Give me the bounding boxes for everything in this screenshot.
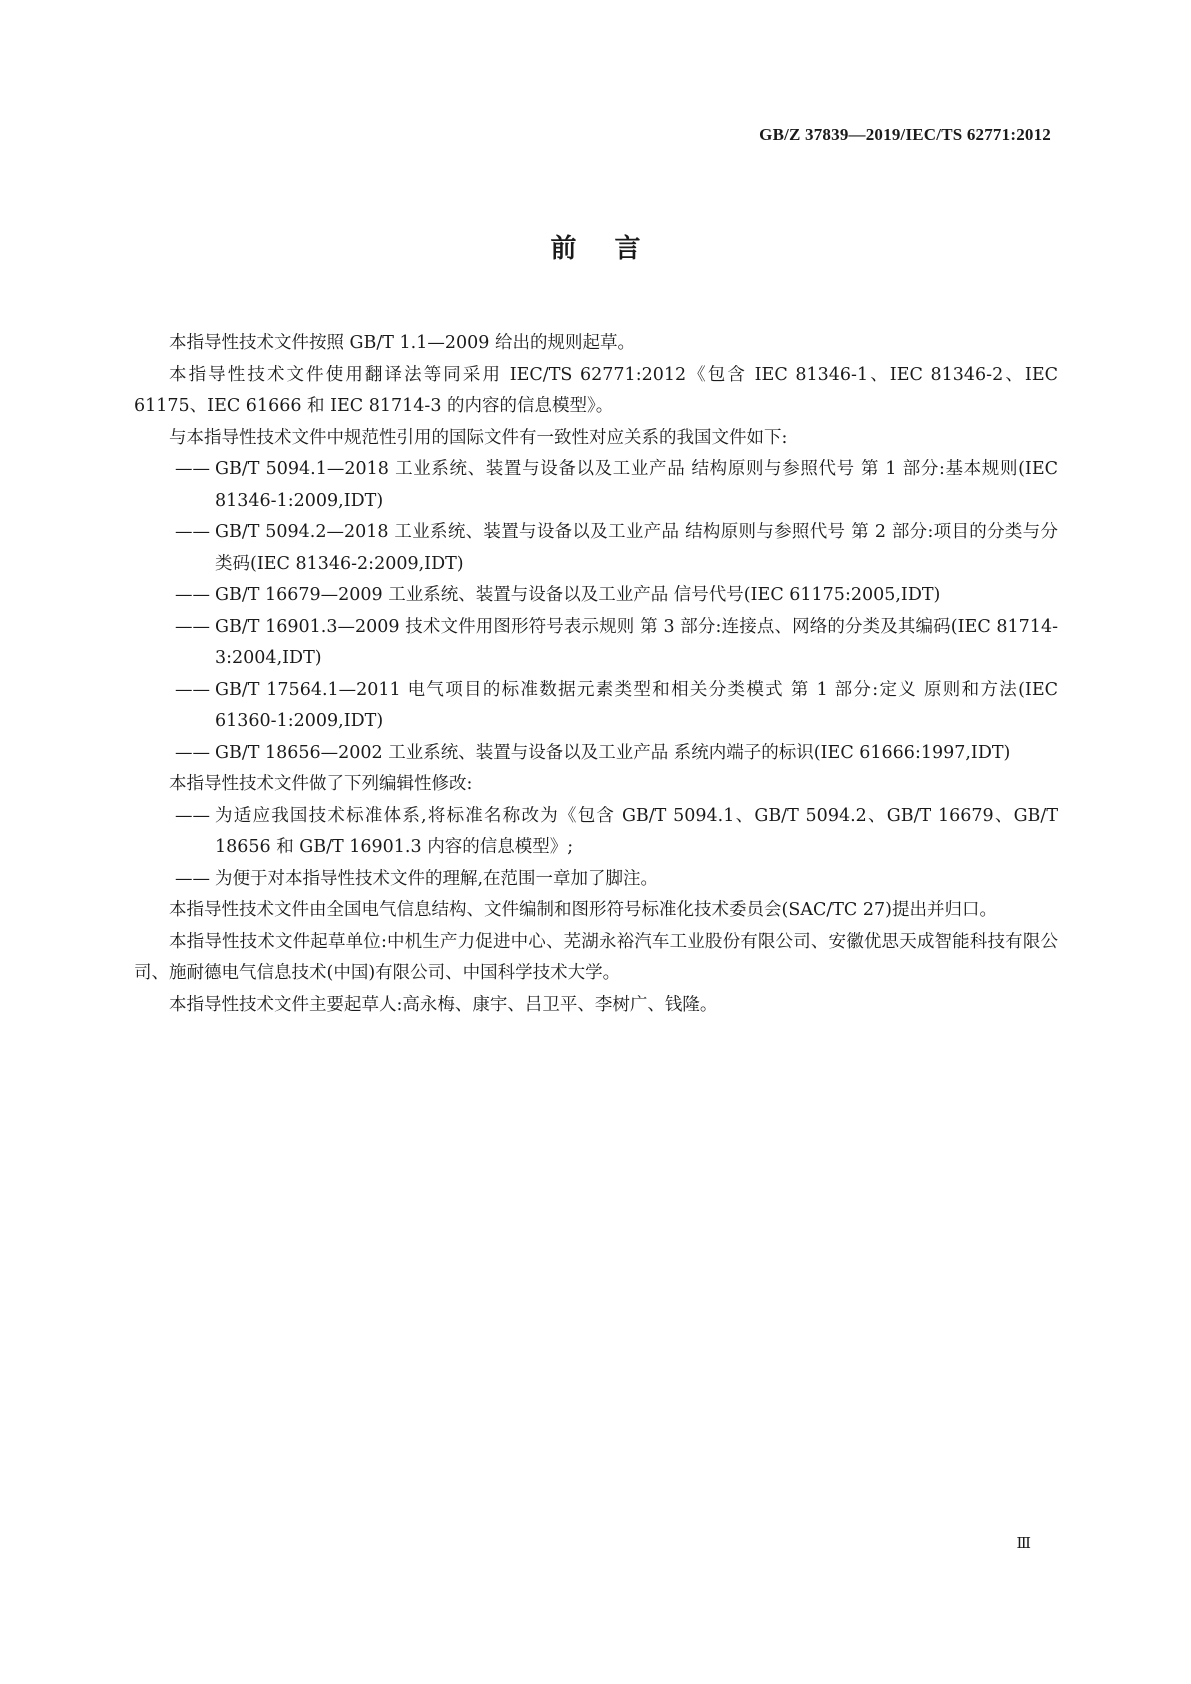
reference-item [134,612,1058,675]
document-body [134,328,1058,1021]
paragraph-adoption: 本指导性技术文件使用翻译法等同采用 IEC/TS 62771:2012《包含 IEC 81346-1、IEC 81346-2、IEC 61175、IEC 61666 和 IEC 81714-3 的内容的信息模型》。 [134,364,1058,416]
page-title: 前言 [550,234,679,264]
page-number: Ⅲ [1016,1536,1031,1552]
edit-text: 为适应我国技术标准体系,将标准名称改为《包含 GB/T 5094.1、GB/T 5094.2、GB/T 16679、GB/T 18656 和 GB/T 16901.3 内容的信息模型》; [215,805,1058,857]
reference-item [134,580,1058,612]
dash-mark: —— [175,742,210,763]
dash-mark: —— [175,522,210,542]
standard-code: GB/Z 37839—2019/IEC/TS 62771:2012 [759,125,1051,144]
reference-text: GB/T 17564.1—2011 电气项目的标准数据元素类型和相关分类模式 第 1 部分:定义 原则和方法(IEC 61360-1:2009,IDT) [215,679,1058,731]
dash-mark: —— [175,616,210,637]
edit-item [134,864,1058,896]
reference-text: GB/T 16679—2009 工业系统、装置与设备以及工业产品 信号代号(IEC 61175:2005,IDT) [215,585,941,605]
reference-item [134,738,1058,770]
dash-mark: —— [175,679,210,700]
reference-text: GB/T 16901.3—2009 技术文件用图形符号表示规则 第 3 部分:连接点、网络的分类及其编码(IEC 81714-3:2004,IDT) [215,616,1058,668]
reference-list [134,454,1058,769]
reference-text: GB/T 5094.1—2018 工业系统、装置与设备以及工业产品 结构原则与参照代号 第 1 部分:基本规则(IEC 81346-1:2009,IDT) [215,459,1058,511]
paragraph-edits-intro: 本指导性技术文件做了下列编辑性修改: [169,774,473,794]
reference-item [134,675,1058,738]
reference-item [134,517,1058,580]
paragraph-drafting-rules: 本指导性技术文件按照 GB/T 1.1—2009 给出的规则起草。 [169,333,635,353]
dash-mark: —— [175,585,210,605]
reference-item [134,454,1058,517]
paragraph-committee: 本指导性技术文件由全国电气信息结构、文件编制和图形符号标准化技术委员会(SAC/TC 27)提出并归口。 [169,900,997,920]
dash-mark: —— [175,459,210,479]
paragraph-references-intro: 与本指导性技术文件中规范性引用的国际文件有一致性对应关系的我国文件如下: [169,427,788,448]
dash-mark: —— [175,805,210,826]
dash-mark: —— [175,868,210,889]
paragraph-drafting-units: 本指导性技术文件起草单位:中机生产力促进中心、芜湖永裕汽车工业股份有限公司、安徽优思天成智能科技有限公司、施耐德电气信息技术(中国)有限公司、中国科学技术大学。 [134,931,1058,983]
edit-text: 为便于对本指导性技术文件的理解,在范围一章加了脚注。 [215,868,659,889]
reference-text: GB/T 18656—2002 工业系统、装置与设备以及工业产品 系统内端子的标识(IEC 61666:1997,IDT) [215,742,1011,763]
reference-text: GB/T 5094.2—2018 工业系统、装置与设备以及工业产品 结构原则与参照代号 第 2 部分:项目的分类与分类码(IEC 81346-2:2009,IDT) [215,522,1058,574]
edit-list [134,801,1058,896]
paragraph-drafters: 本指导性技术文件主要起草人:高永梅、康宇、吕卫平、李树广、钱隆。 [169,994,718,1015]
edit-item [134,801,1058,864]
